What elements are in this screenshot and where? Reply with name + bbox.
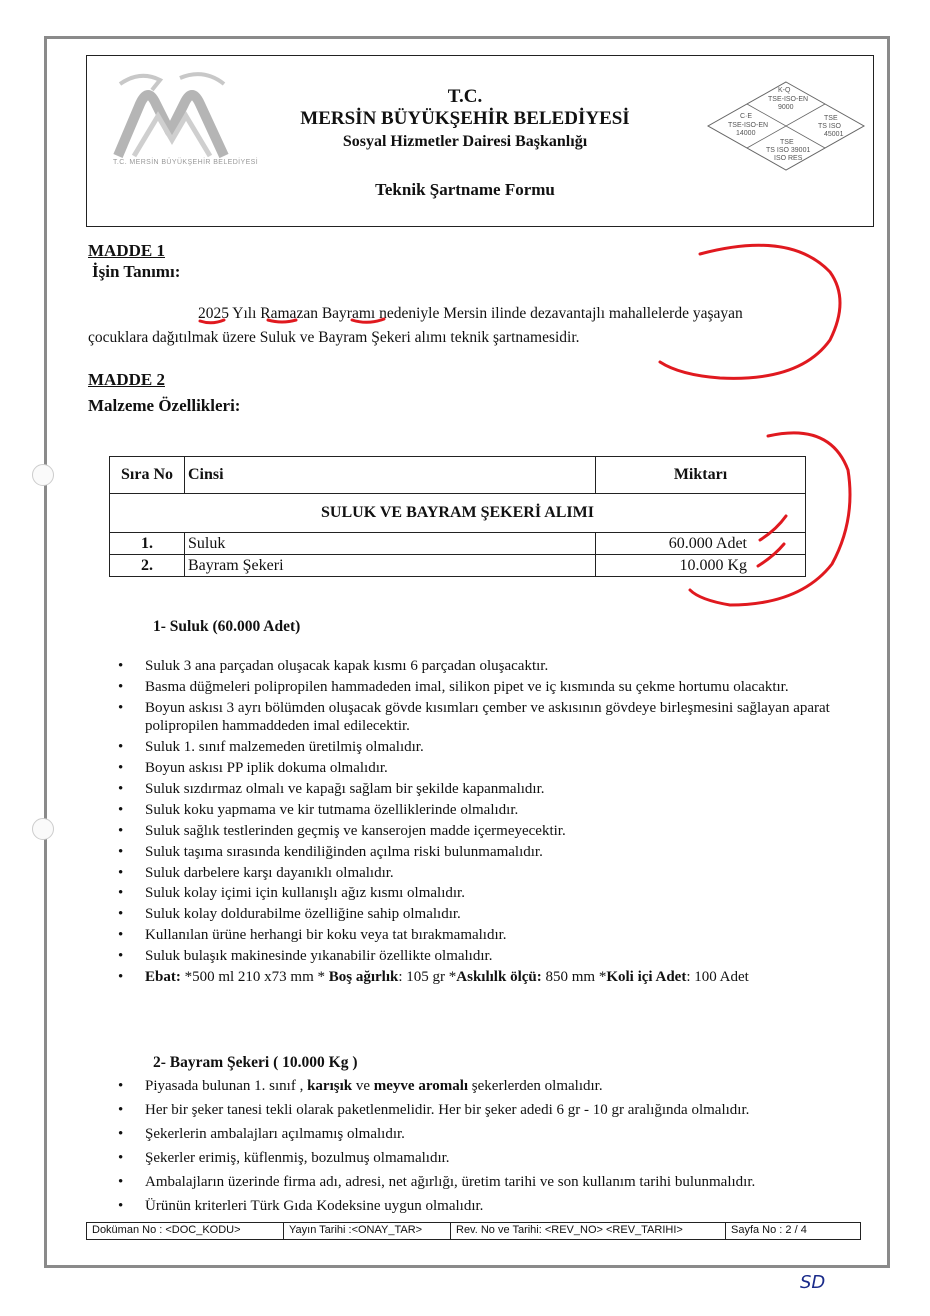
madde1-subheading: İşin Tanımı: [92, 262, 181, 281]
section1-bullet-list [118, 657, 863, 989]
svg-text:45001: 45001 [824, 131, 844, 138]
punch-hole-top [32, 464, 54, 486]
svg-text:K-Q: K-Q [778, 87, 791, 94]
table-header-row [110, 457, 806, 494]
footer-yayin-tarihi: Yayın Tarihi :<ONAY_TAR> [284, 1223, 451, 1239]
svg-text:TSE-ISO-EN: TSE-ISO-EN [728, 122, 769, 129]
svg-text:TSE: TSE [780, 139, 794, 146]
madde2-heading: MADDE 2 [88, 370, 165, 389]
row-no: 1. [110, 533, 185, 555]
list-item: • Suluk bulaşık makinesinde yıkanabilir özellikte olmalıdır. [118, 947, 863, 966]
list-item: • Suluk taşıma sırasında kendiliğinden açılma riski bulunmamalıdır. [118, 843, 863, 862]
koli-ici-value: : 100 Adet [686, 968, 749, 985]
madde1-heading: MADDE 1 [88, 241, 165, 260]
svg-text:C·E: C·E [740, 113, 753, 120]
tse-certification-stamp-icon [706, 80, 866, 172]
askili-olcu-value: 850 mm * [541, 968, 607, 985]
section1-title: 1- Suluk (60.000 Adet) [153, 618, 301, 635]
section2-title: 2- Bayram Şekeri ( 10.000 Kg ) [153, 1054, 358, 1071]
header-sira-no: Sıra No [110, 457, 185, 494]
footer-sayfa: Sayfa No : 2 / 4 [731, 1224, 807, 1236]
list-item: • Her bir şeker tanesi tekli olarak paketlenmelidir. Her bir şeker adedi 6 gr - 10 gr aralığında olmalıdır. [118, 1101, 863, 1120]
text: Piyasada bulunan 1. sınıf , [145, 1078, 308, 1094]
municipality-logo-icon [100, 64, 270, 174]
logo-caption: T.C. MERSİN BÜYÜKŞEHİR BELEDİYESİ [113, 159, 259, 166]
document-footer [86, 1222, 861, 1240]
header-department: Sosyal Hizmetler Dairesi Başkanlığı [342, 133, 588, 150]
bos-agirlik-value: : 105 gr * [398, 968, 457, 985]
section2-bullet-list [118, 1077, 863, 1221]
text: şekerlerden olmalıdır. [468, 1078, 603, 1094]
list-item: • Boyun askısı PP iplik dokuma olmalıdır. [118, 759, 863, 778]
header-miktari: Miktarı [596, 457, 806, 494]
list-item: • Suluk sızdırmaz olmalı ve kapağı sağlam bir şekilde kapanmalıdır. [118, 780, 863, 799]
row-name: Suluk [185, 533, 596, 555]
table-title-row [110, 494, 806, 533]
list-item-ebat [118, 968, 863, 987]
list-item: • Suluk koku yapmama ve kir tutmama özelliklerinde olmalıdır. [118, 801, 863, 820]
list-item: • Basma düğmeleri polipropilen hammadeden imal, silikon pipet ve iç kısmında su çekme hortumu olacaktır. [118, 678, 863, 697]
list-item: • Suluk 1. sınıf malzemeden üretilmiş olmalıdır. [118, 738, 863, 757]
bold-text: karışık [307, 1078, 353, 1094]
svg-text:ISO RES: ISO RES [774, 155, 803, 162]
text: ve [352, 1078, 374, 1094]
form-title: Teknik Şartname Formu [375, 180, 555, 199]
ebat-value: *500 ml 210 x73 mm * [180, 968, 329, 985]
list-item: • Suluk darbelere karşı dayanıklı olmalıdır. [118, 864, 863, 883]
table-row [110, 555, 806, 577]
madde1-text-line1: 2025 Yılı Ramazan Bayramı nedeniyle Mersin ilinde dezavantajlı mahallelerde yaşayan [198, 305, 743, 322]
list-item: • Suluk sağlık testlerinden geçmiş ve kanserojen madde içermeyecektir. [118, 822, 863, 841]
list-item: • Suluk 3 ana parçadan oluşacak kapak kısmı 6 parçadan oluşacaktır. [118, 657, 863, 676]
list-item: • Suluk kolay içimi için kullanışlı ağız kısmı olmalıdır. [118, 884, 863, 903]
signature: SD [800, 1272, 826, 1293]
list-item: • Kullanılan ürüne herhangi bir koku veya tat bırakmamalıdır. [118, 926, 863, 945]
ebat-label: Ebat: [145, 968, 181, 985]
row-no: 2. [110, 555, 185, 577]
table-row [110, 533, 806, 555]
madde1-text-line2: çocuklara dağıtılmak üzere Suluk ve Bayram Şekeri alımı teknik şartnamesidir. [88, 329, 580, 346]
list-item: • Boyun askısı 3 ayrı bölümden oluşacak gövde kısımları çember ve askısının gövdeye birleşmesini sağlayan aparat polipropilen hammaddeden imal edilecektir. [118, 699, 863, 736]
list-item [118, 1077, 863, 1096]
svg-text:9000: 9000 [778, 104, 794, 111]
table-title: SULUK VE BAYRAM ŞEKERİ ALIMI [110, 494, 806, 533]
punch-hole-bottom [32, 818, 54, 840]
list-item: • Ambalajların üzerinde firma adı, adresi, net ağırlığı, üretim tarihi ve son kullanım tarihi bulunmalıdır. [118, 1173, 863, 1192]
svg-text:14000: 14000 [736, 130, 756, 137]
footer-rev: Rev. No ve Tarihi: <REV_NO> <REV_TARIHI> [451, 1223, 726, 1239]
list-item: • Şekerler erimiş, küflenmiş, bozulmuş olmamalıdır. [118, 1149, 863, 1168]
list-item: • Şekerlerin ambalajları açılmamış olmalıdır. [118, 1125, 863, 1144]
askili-olcu-label: Askılılk ölçü: [456, 968, 542, 985]
svg-text:TS ISO 39001: TS ISO 39001 [766, 147, 811, 154]
header-organization: MERSİN BÜYÜKŞEHİR BELEDİYESİ [300, 108, 630, 129]
bos-agirlik-label: Boş ağırlık [328, 968, 399, 985]
row-qty: 60.000 Adet [596, 533, 806, 555]
koli-ici-label: Koli içi Adet [606, 968, 687, 985]
madde2-subheading: Malzeme Özellikleri: [88, 396, 241, 415]
bold-text: meyve aromalı [373, 1078, 469, 1094]
list-item: • Ürünün kriterleri Türk Gıda Kodeksine uygun olmalıdır. [118, 1197, 863, 1216]
svg-text:TSE: TSE [824, 115, 838, 122]
list-item: • Suluk kolay doldurabilme özelliğine sahip olmalıdır. [118, 905, 863, 924]
header-cinsi: Cinsi [185, 457, 596, 494]
header-tc: T.C. [447, 86, 483, 107]
row-name: Bayram Şekeri [185, 555, 596, 577]
svg-text:TSE-ISO-EN: TSE-ISO-EN [768, 96, 809, 103]
row-qty: 10.000 Kg [596, 555, 806, 577]
materials-table [109, 456, 806, 577]
footer-doc-no: Doküman No : <DOC_KODU> [87, 1223, 284, 1239]
svg-text:TS ISO: TS ISO [818, 123, 841, 130]
